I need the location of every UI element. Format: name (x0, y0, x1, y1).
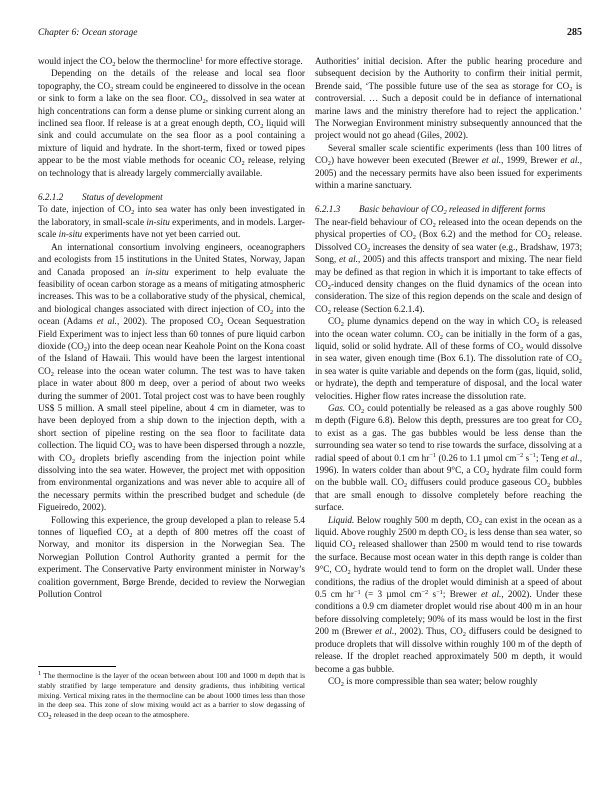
paragraph: would inject the $CO_2$ below the thermocline$^1$ for more effective storage. (38, 55, 303, 68)
section-heading (38, 191, 305, 203)
section-number: 6.2.1.2 (38, 192, 64, 203)
right-column (315, 55, 582, 687)
paragraph: Following this experience, the group developed a plan to release 5.4 tonnes of liquefied $CO_2$ at a depth of 800 metres off the coast of Norway, and monitor its dispersion in the Norwegian Sea. The Norwegian Pollution Control Authority granted a permit for the experiment. The Conservative Party environment minister in Norway’s coalition government, Børge Brende, decided to review the Norwegian Pollution Control (38, 514, 305, 600)
section-heading (315, 203, 582, 215)
page-number: 285 (567, 27, 582, 38)
paragraph: The near-field behaviour of $CO_2$ released into the ocean depends on the physical properties of $CO_2$ (Box 6.2) and the method for $CO_2$ release. Dissolved $CO_2$ increases the density of sea water (e.g., Bradshaw, 1973; Song, et al., 2005) and this affects transport and mixing. The near field may be defined as that region in which it is important to take effects of $CO_2$-induced density changes on the fluid dynamics of the ocean into consideration. The size of this region depends on the scale and design of $CO_2$ release (Section 6.2.1.4). (315, 216, 582, 316)
paragraph: Authorities’ initial decision. After the public hearing procedure and subsequent decision by the Authority to confirm their initial permit, Brende said, ‘The possible future use of the sea as storage for $CO_2$ is controversial. … Such a deposit could be in defiance of international marine laws and the ministry therefore had to reject the application.’ The Norwegian Environment ministry subsequently announced that the project would not go ahead (Giles, 2002). (315, 56, 582, 141)
paragraph: To date, injection of $CO_2$ into sea water has only been investigated in the laboratory, in small-scale in-situ experiments, and in models. Larger-scale in-situ experiments have not yet been carried out. (38, 204, 305, 240)
paragraph: An international consortium involving engineers, oceanographers and ecologists from 15 institutions in the United States, Norway, Japan and Canada proposed an in-situ experiment to help evaluate the feasibility of ocean carbon storage as a means of mitigating atmospheric increases. This was to be a collaborative study of the physical, chemical, and biological changes associated with direct injection of $CO_2$ into the ocean (Adams et al., 2002). The proposed $CO_2$ Ocean Sequestration Field Experiment was to inject less than 60 tonnes of pure liquid carbon dioxide $(CO_2)$ into the deep ocean near Keahole Point on the Kona coast of the Island of Hawaii. This would have been the largest intentional $CO_2$ release into the ocean water column. The test was to have taken place in water about 800 m deep, over a period of about two weeks during the summer of 2001. Total project cost was to have been roughly US$ 5 million. A small steel pipeline, about 4 cm in diameter, was to have been deployed from a ship down to the injection depth, with a short section of pipeline resting on the sea floor to facilitate data collection. The liquid $CO_2$ was to have been dispersed through a nozzle, with $CO_2$ droplets briefly ascending from the injection point while dissolving into the sea water. However, the project met with opposition from environmental organizations and was never able to acquire all of the necessary permits within the prescribed budget and schedule (de Figueiredo, 2002). (38, 241, 306, 513)
paragraph: Several smaller scale scientific experiments (less than 100 litres of $CO_2$) have however been executed (Brewer et al., 1999, Brewer et al., 2005) and the necessary permits have also been issued for experiments within a marine sanctuary. (315, 142, 583, 191)
chapter-title: Chapter 6: Ocean storage (38, 28, 138, 38)
paragraph: Depending on the details of the release and local sea floor topography, the $CO_2$ stream could be engineered to dissolve in the ocean or sink to form a lake on the sea floor. $CO_2$, dissolved in sea water at high concentrations can form a dense plume or sinking current along an inclined sea floor. If release is at a great enough depth, $CO_2$ liquid will sink and could accumulate on the sea floor as a pool containing a mixture of liquid and hydrate. In the short-term, fixed or towed pipes appear to be the most viable methods for oceanic $CO_2$ release, relying on technology that is already largely commercially available. (38, 68, 306, 178)
running-header (38, 27, 582, 38)
footnote-text: $^1$ The thermocline is the layer of the ocean between about 100 and 1000 m depth that is stably stratified by large temperature and density gradients, thus inhibiting vertical mixing. Vertical mixing rates in the thermocline can be about 1000 times less than those in the deep sea. This zone of slow mixing would act as a barrier to slow degassing of $CO_2$ released in the deep ocean to the atmosphere. (38, 669, 305, 722)
section-title: Status of development (82, 192, 163, 203)
paragraph: Liquid. Below roughly 500 m depth, $CO_2$ can exist in the ocean as a liquid. Above roughly 2500 m depth $CO_2$ is less dense than sea water, so liquid $CO_2$ released shallower than 2500 m would tend to rise towards the surface. Because most ocean water in this depth range is colder than 9°C, $CO_2$ hydrate would tend to form on the droplet wall. Under these conditions, the radius of the droplet would diminish at a speed of about 0.5 cm $hr^{-1}$ (= 3 µmol $cm^{-2}$ $s^{-1}$; Brewer et al., 2002). Under these conditions a 0.9 cm diameter droplet would rise about 400 m in an hour before dissolving completely; 90% of its mass would be lost in the first 200 m (Brewer et al., 2002). Thus, $CO_2$ diffusers could be designed to produce droplets that will dissolve within roughly 100 m of the depth of release. If the droplet reached approximately 500 m depth, it would become a gas bubble. (315, 514, 583, 674)
section-title: Basic behaviour of $CO_2$ released in different forms (359, 204, 546, 217)
footnote-divider (38, 666, 116, 667)
section-number: 6.2.1.3 (315, 204, 341, 215)
paragraph: $CO_2$ is more compressible than sea water; below roughly (328, 675, 538, 688)
footnote (38, 666, 305, 720)
paragraph: Gas. $CO_2$ could potentially be released as a gas above roughly 500 m depth (Figure 6.8). Below this depth, pressures are too great for $CO_2$ to exist as a gas. The gas bubbles would be less dense than the surrounding sea water so tend to rise towards the surface, dissolving at a radial speed of about 0.1 cm $hr^{-1}$ (0.26 to 1.1 µmol $cm^{-2}$ $s^{-1}$; Teng et al., 1996). In waters colder than about 9°C, a $CO_2$ hydrate film could form on the bubble wall. $CO_2$ diffusers could produce gaseous $CO_2$ bubbles that are small enough to dissolve completely before reaching the surface. (315, 402, 582, 513)
two-column-body (38, 55, 582, 687)
paragraph: $CO_2$ plume dynamics depend on the way in which $CO_2$ is released into the ocean water column. $CO_2$ can be initially in the form of a gas, liquid, solid or solid hydrate. All of these forms of $CO_2$ would dissolve in sea water, given enough time (Box 6.1). The dissolution rate of $CO_2$ in sea water is quite variable and depends on the form (gas, liquid, solid, or hydrate), the depth and temperature of disposal, and the local water velocities. Higher flow rates increase the dissolution rate. (315, 316, 582, 401)
left-column (38, 55, 305, 687)
